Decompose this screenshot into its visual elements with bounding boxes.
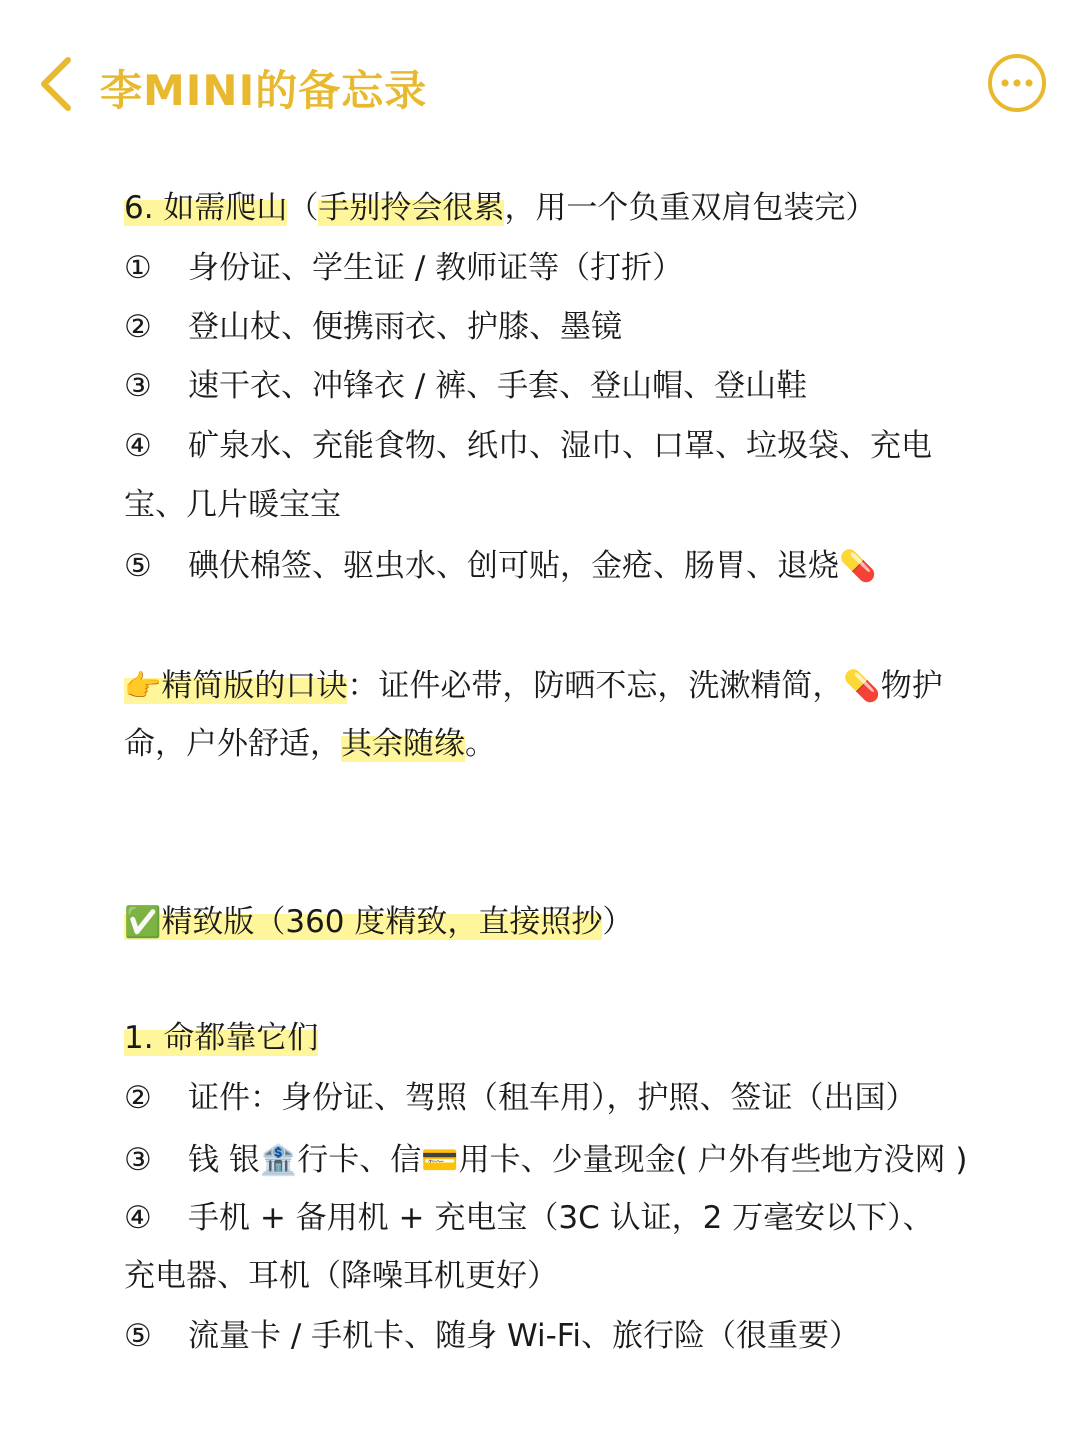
tip-line2-pre: 命，户外舒适， — [124, 726, 341, 762]
fine-heading — [124, 900, 633, 945]
pill-icon: 💊 — [843, 669, 881, 704]
heading-rest: ，用一个负重双肩包装完） — [504, 190, 877, 226]
tip-line2-post: 。 — [465, 726, 496, 762]
item-text: 速干衣、冲锋衣 / 裤、手套、登山帽、登山鞋 — [188, 368, 808, 404]
list-item — [124, 1196, 934, 1240]
tip-line2-highlight: 其余随缘 — [341, 726, 465, 762]
item-number: ⑤ — [124, 548, 152, 584]
item-number: ② — [124, 1080, 152, 1116]
item-text: 证件：身份证、驾照（租车用），护照、签证（出国） — [188, 1080, 917, 1116]
list-item-continuation: 充电器、耳机（降噪耳机更好） — [124, 1258, 558, 1294]
more-button[interactable] — [986, 52, 1048, 114]
list-item — [124, 1314, 860, 1358]
item-text: 流量卡 / 手机卡、随身 Wi-Fi、旅行险（很重要） — [188, 1318, 860, 1354]
item-text: 登山杖、便携雨衣、护膝、墨镜 — [188, 309, 622, 345]
pill-icon: 💊 — [839, 549, 877, 584]
more-horizontal-circle-icon — [986, 52, 1048, 114]
check-mark-icon: ✅ — [124, 905, 162, 940]
page-title: 李MINI的备忘录 — [100, 66, 428, 115]
item-number: ② — [124, 309, 152, 345]
heading-highlight-2: 手别拎会很累 — [318, 190, 505, 226]
list-item — [124, 305, 622, 349]
item-number: ④ — [124, 428, 152, 464]
item-text: 行卡、信 — [297, 1142, 422, 1178]
item-text: 身份证、学生证 / 教师证等（打折） — [188, 250, 684, 286]
credit-card-icon: 💳 — [421, 1143, 459, 1178]
section-heading — [124, 1016, 318, 1060]
tip-text: ：证件必带，防晒不忘，洗漱精简， — [347, 668, 844, 704]
item-text: 钱 银 — [188, 1142, 260, 1178]
tip-label: 精简版的口诀 — [161, 668, 348, 704]
tip-highlight — [124, 668, 347, 704]
list-item — [124, 424, 932, 468]
fine-heading-end: ） — [602, 904, 634, 940]
tip-text-2: 物护 — [880, 668, 943, 704]
item-text: 碘伏棉签、驱虫水、创可贴，金疮、肠胃、退烧 — [188, 548, 839, 584]
back-button[interactable] — [34, 52, 82, 116]
list-item — [124, 1076, 917, 1120]
list-item — [124, 246, 683, 290]
pointing-hand-icon: 👉 — [124, 669, 162, 704]
tip-line — [124, 664, 943, 709]
list-item — [124, 1138, 967, 1183]
fine-heading-highlight — [124, 904, 602, 940]
list-item — [124, 364, 807, 408]
section1-heading: 1. 命都靠它们 — [124, 1020, 319, 1056]
tip-line-2 — [124, 722, 496, 766]
item-text: 矿泉水、充能食物、纸巾、湿巾、口罩、垃圾袋、充电 — [188, 428, 932, 464]
bank-icon: 🏦 — [259, 1143, 298, 1178]
fine-heading-text: 精致版（360 度精致，直接照抄 — [161, 904, 603, 940]
item-number: ① — [124, 250, 152, 286]
header-bar — [0, 0, 1080, 170]
item-number: ⑤ — [124, 1318, 152, 1354]
chevron-left-icon — [34, 52, 82, 116]
item-text: 手机 + 备用机 + 充电宝（3C 认证，2 万毫安以下）、 — [188, 1200, 934, 1236]
heading-paren: （ — [287, 190, 319, 226]
list-item — [124, 544, 876, 589]
item-number: ④ — [124, 1200, 152, 1236]
item-number: ③ — [124, 1142, 152, 1178]
list-item-continuation: 宝、几片暖宝宝 — [124, 487, 341, 523]
item-text: 用卡、少量现金( 户外有些地方没网 ) — [458, 1142, 968, 1178]
section-heading — [124, 186, 876, 230]
item-number: ③ — [124, 368, 152, 404]
heading-highlight: 6. 如需爬山 — [124, 190, 288, 226]
